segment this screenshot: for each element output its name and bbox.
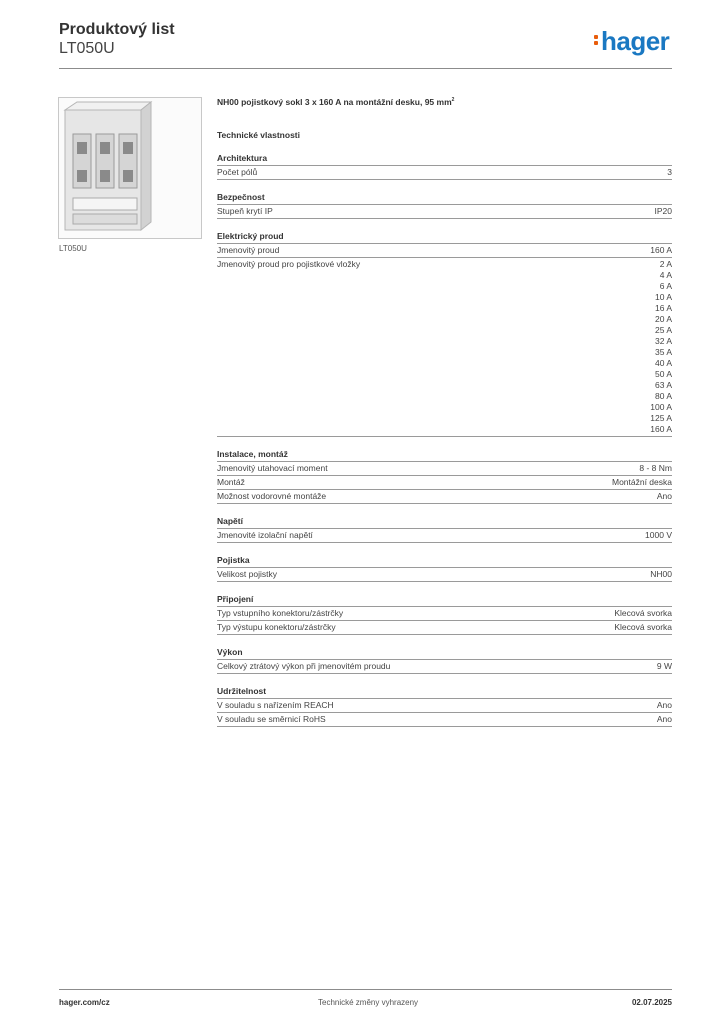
spec-row — [217, 699, 672, 713]
spec-section — [217, 230, 672, 437]
spec-row — [217, 660, 672, 674]
spec-value-line: NH00 — [650, 569, 672, 579]
section-title: Instalace, montáž — [217, 448, 672, 462]
spec-value-line: 2 A — [659, 259, 672, 269]
specs-heading: Technické vlastnosti — [217, 130, 300, 140]
spec-value-line: 10 A — [654, 292, 672, 302]
spec-row — [217, 258, 672, 437]
spec-row — [217, 476, 672, 490]
spec-section — [217, 685, 672, 727]
spec-value-line: 32 A — [654, 336, 672, 346]
spec-label: Stupeň krytí IP — [217, 206, 273, 216]
logo-text: hager — [601, 26, 670, 56]
spec-value-line: 50 A — [654, 369, 672, 379]
fuse-base-illustration — [59, 98, 201, 238]
spec-section — [217, 554, 672, 582]
spec-value — [614, 622, 672, 633]
spec-value-line: 16 A — [654, 303, 672, 313]
spec-value — [667, 167, 672, 178]
spec-value-line: 63 A — [654, 380, 672, 390]
spec-label: Celkový ztrátový výkon při jmenovitém proudu — [217, 661, 391, 671]
spec-row — [217, 529, 672, 543]
spec-sections — [217, 152, 672, 727]
section-title: Připojení — [217, 593, 672, 607]
spec-label: Jmenovitý proud pro pojistkové vložky — [217, 259, 361, 269]
spec-section — [217, 515, 672, 543]
spec-value-line: 125 A — [650, 413, 672, 423]
spec-value — [612, 477, 672, 488]
spec-value — [614, 608, 672, 619]
spec-value-line: Montážní deska — [611, 477, 672, 487]
spec-value — [657, 491, 672, 502]
page-header — [59, 20, 175, 58]
spec-row — [217, 166, 672, 180]
spec-row — [217, 621, 672, 635]
spec-label: V souladu se směrnicí RoHS — [217, 714, 326, 724]
spec-content — [217, 93, 672, 727]
spec-value — [657, 714, 672, 725]
section-title: Pojistka — [217, 554, 672, 568]
spec-value — [650, 259, 672, 435]
spec-value — [657, 700, 672, 711]
footer-note: Technické změny vyhrazeny — [318, 998, 419, 1007]
hager-logo — [594, 26, 669, 56]
spec-value-line: 35 A — [654, 347, 672, 357]
spec-label: Typ vstupního konektoru/zástrčky — [217, 608, 344, 618]
spec-value-line: 3 — [667, 167, 672, 177]
spec-section — [217, 593, 672, 635]
product-image — [58, 97, 202, 239]
spec-value-line: 4 A — [659, 270, 672, 280]
spec-value-line: IP20 — [654, 206, 672, 216]
section-title: Udržitelnost — [217, 685, 672, 699]
spec-value — [650, 569, 672, 580]
footer-divider — [59, 989, 672, 990]
section-title: Výkon — [217, 646, 672, 660]
spec-value-line: 80 A — [654, 391, 672, 401]
spec-value-line: 40 A — [654, 358, 672, 368]
spec-value — [645, 530, 672, 541]
spec-label: Možnost vodorovné montáže — [217, 491, 327, 501]
section-title: Architektura — [217, 152, 672, 166]
spec-label: Jmenovité izolační napětí — [217, 530, 313, 540]
spec-value-line: 100 A — [650, 402, 672, 412]
logo-dots-icon — [594, 33, 599, 47]
spec-value-line: 9 W — [656, 661, 672, 671]
spec-label: Jmenovitý utahovací moment — [217, 463, 328, 473]
spec-row — [217, 568, 672, 582]
header-divider — [59, 68, 672, 69]
product-code: LT050U — [59, 40, 115, 57]
spec-value-line: 1000 V — [645, 530, 672, 540]
spec-row — [217, 490, 672, 504]
spec-value-line: Ano — [656, 700, 672, 710]
section-title: Bezpečnost — [217, 191, 672, 205]
spec-value-line: Ano — [656, 491, 672, 501]
spec-value-line: Ano — [656, 714, 672, 724]
spec-label: V souladu s nařízením REACH — [217, 700, 334, 710]
spec-value-line: 6 A — [659, 281, 672, 291]
spec-label: Počet pólů — [217, 167, 258, 177]
spec-value-line: 160 A — [650, 424, 672, 434]
spec-value-line: 20 A — [654, 314, 672, 324]
spec-section — [217, 152, 672, 180]
section-title: Napětí — [217, 515, 672, 529]
spec-value — [639, 463, 672, 474]
document-title: Produktový list — [59, 21, 175, 38]
spec-value-line: 160 A — [650, 245, 672, 255]
spec-value-line: Klecová svorka — [614, 622, 672, 632]
spec-label: Velikost pojistky — [217, 569, 277, 579]
footer-date: 02.07.2025 — [631, 998, 672, 1007]
spec-row — [217, 607, 672, 621]
spec-section — [217, 191, 672, 219]
footer-website[interactable]: hager.com/cz — [59, 998, 110, 1007]
spec-row — [217, 205, 672, 219]
spec-label: Jmenovitý proud — [217, 245, 280, 255]
spec-value — [655, 206, 673, 217]
spec-value — [657, 661, 672, 672]
image-caption: LT050U — [59, 244, 87, 253]
spec-row — [217, 462, 672, 476]
spec-row — [217, 244, 672, 258]
spec-label: Typ výstupu konektoru/zástrčky — [217, 622, 336, 632]
spec-value-line: 25 A — [654, 325, 672, 335]
spec-label: Montáž — [217, 477, 245, 487]
spec-value-line: 8 - 8 Nm — [639, 463, 672, 473]
spec-row — [217, 713, 672, 727]
section-title: Elektrický proud — [217, 230, 672, 244]
spec-value-line: Klecová svorka — [614, 608, 672, 618]
spec-section — [217, 448, 672, 504]
product-title: NH00 pojistkový sokl 3 x 160 A na montážní desku, 95 $mm^2$ — [217, 96, 455, 107]
spec-section — [217, 646, 672, 674]
spec-value — [650, 245, 672, 256]
